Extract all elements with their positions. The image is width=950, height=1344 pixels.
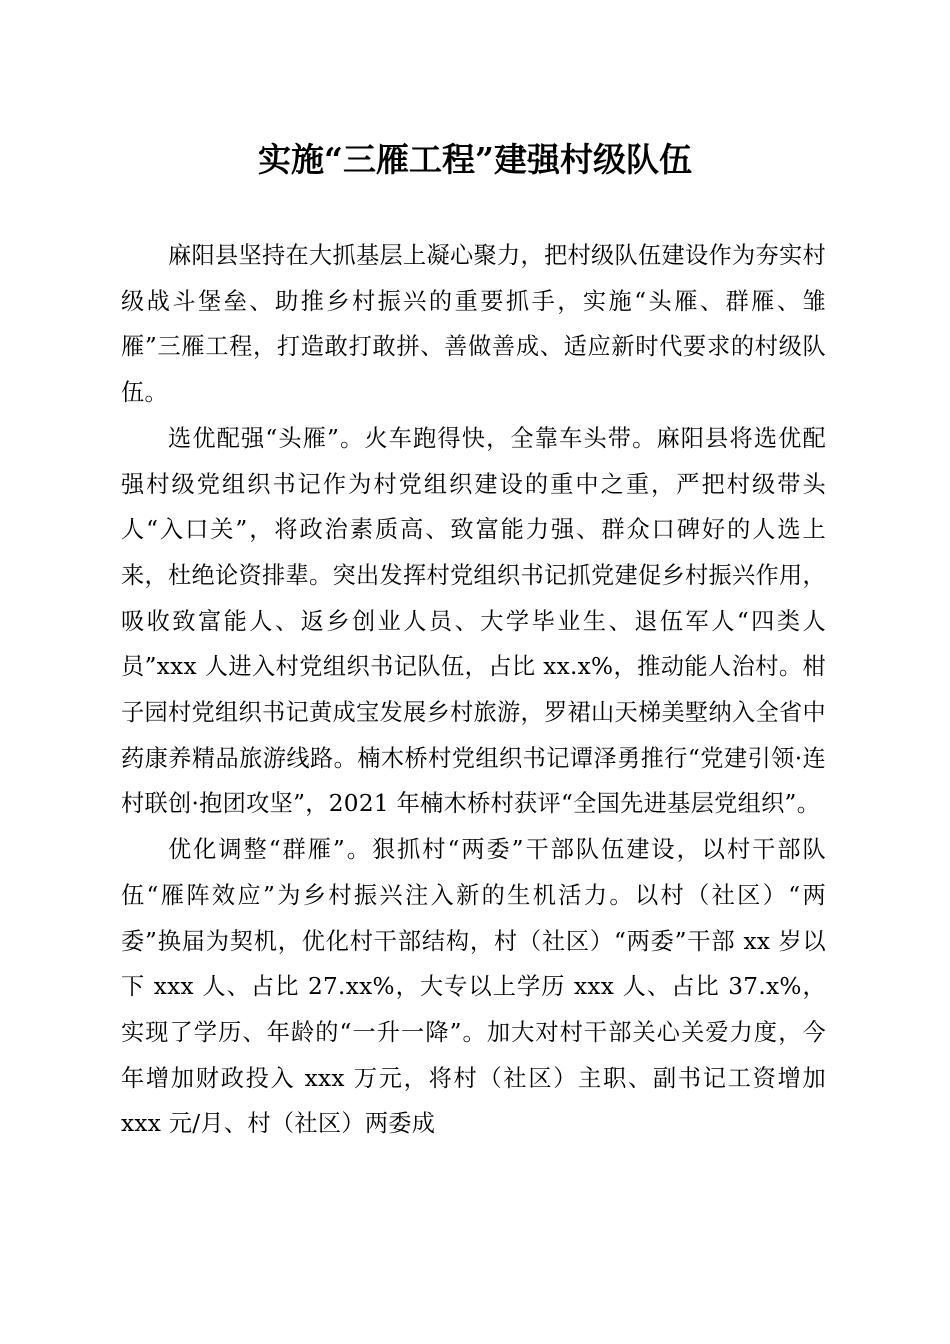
paragraph-lead-geese: 选优配强“头雁”。火车跑得快，全靠车头带。麻阳县将选优配强村级党组织书记作为村党组织建设的重中之重，严把村级带头人“入口关”，将政治素质高、致富能力强、群众口碑好的人选上来，杜绝论资排辈。突出发挥村党组织书记抓党建促乡村振兴作用，吸收致富能人、返乡创业人员、大学毕业生、退伍军人“四类人员”xxx 人进入村党组织书记队伍，占比 xx.x%，推动能人治村。柑子园村党组织书记黄成宝发展乡村旅游，罗裙山天梯美墅纳入全省中药康养精品旅游线路。楠木桥村党组织书记谭泽勇推行“党建引领·连村联创·抱团攻坚”，2021 年楠木桥村获评“全国先进基层党组织”。: [121, 424, 826, 818]
document-title: 实施“三雁工程”建强村级队伍: [258, 140, 692, 179]
document-body: [121, 233, 826, 1147]
paragraph-intro: 麻阳县坚持在大抓基层上凝心聚力，把村级队伍建设作为夯实村级战斗堡垒、助推乡村振兴的重要抓手，实施“头雁、群雁、雏雁”三雁工程，打造敢打敢拼、善做善成、适应新时代要求的村级队伍。: [121, 242, 826, 407]
paragraph-flock-geese: 优化调整“群雁”。狠抓村“两委”干部队伍建设，以村干部队伍“雁阵效应”为乡村振兴注入新的生机活力。以村（社区）“两委”换届为契机，优化村干部结构，村（社区）“两委”干部 xx 岁以下 xxx 人、占比 27.xx%，大专以上学历 xxx 人、占比 37.x%，实现了学历、年龄的“一升一降”。加大对村干部关心关爱力度，今年增加财政投入 xxx 万元，将村（社区）主职、副书记工资增加 xxx 元/月、村（社区）两委成: [121, 836, 826, 1138]
